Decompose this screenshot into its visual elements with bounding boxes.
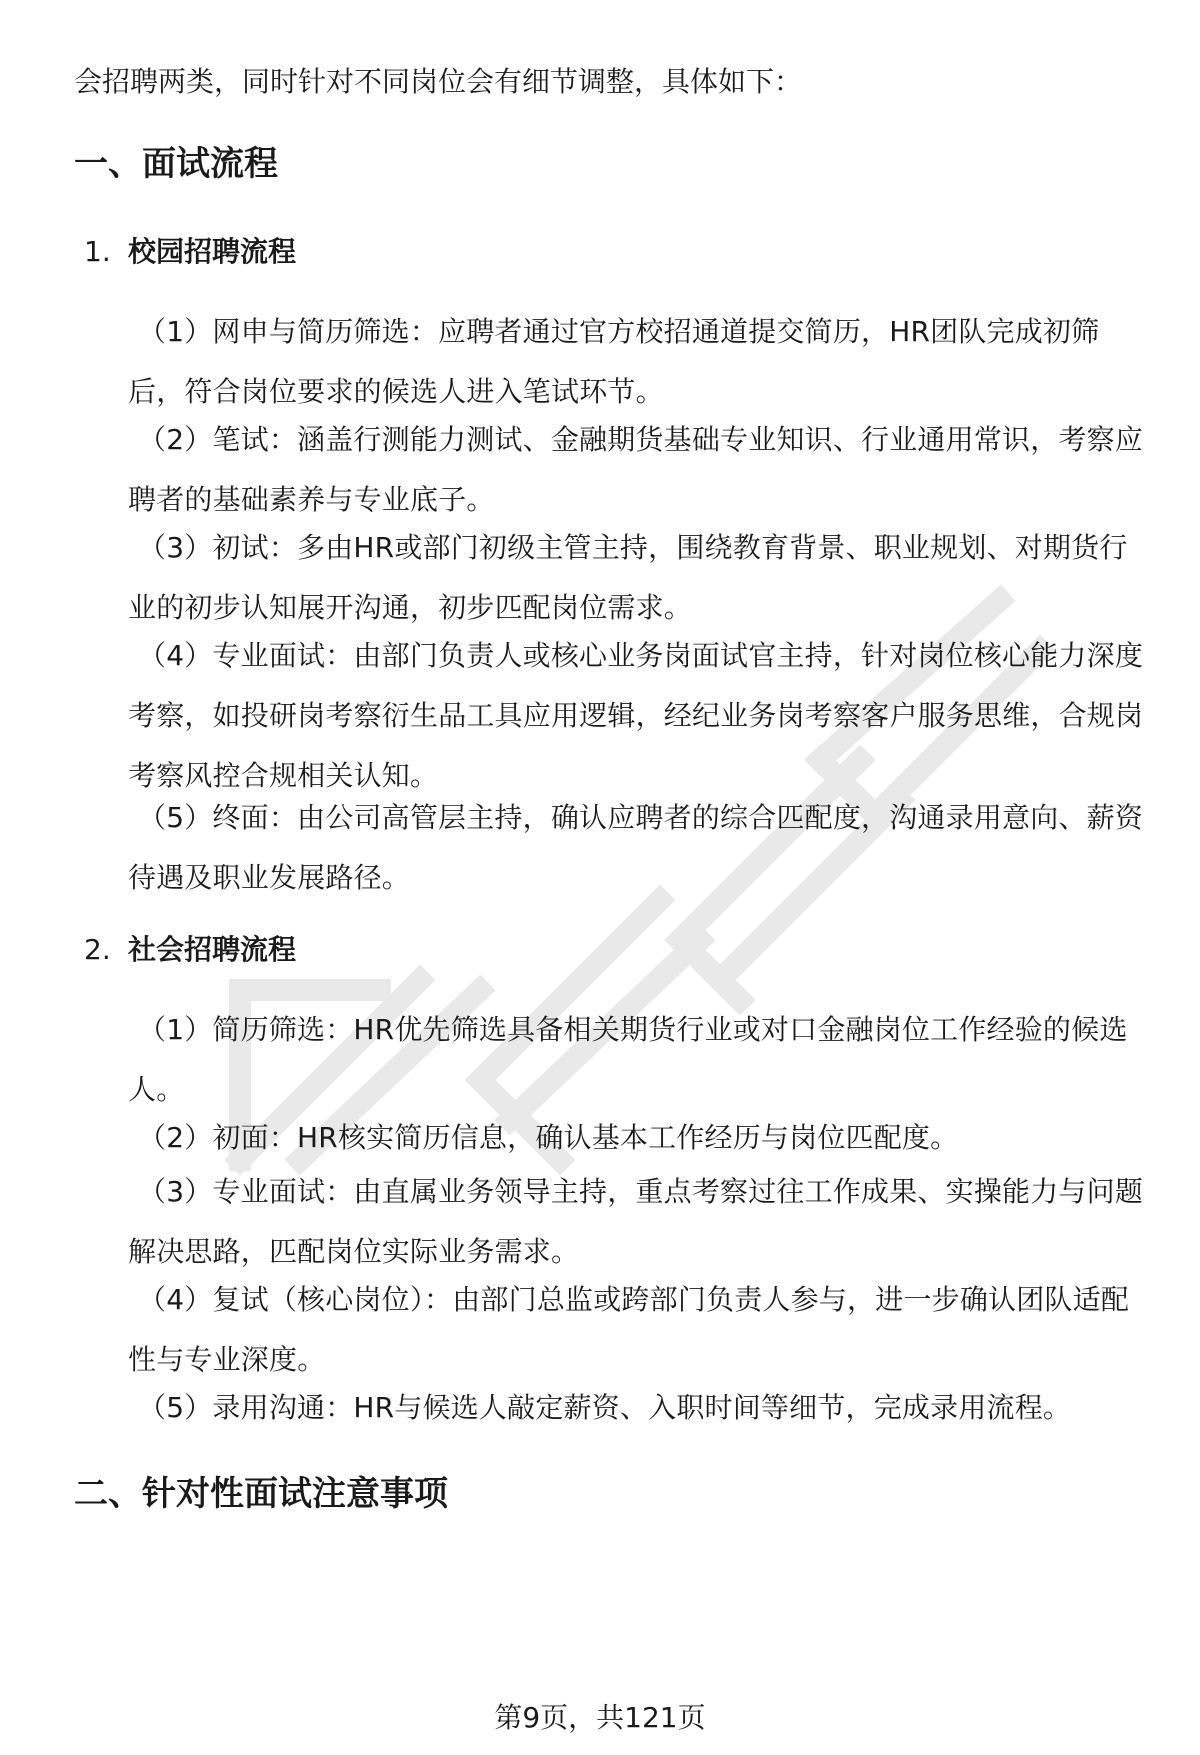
subheading-campus-recruitment	[84, 232, 296, 272]
section-heading-interview-process: 一、面试流程	[74, 144, 278, 184]
subheading-number: 2.	[84, 933, 111, 966]
subheading-title: 校园招聘流程	[128, 235, 297, 268]
social-step-5: （5）录用沟通：HR与候选人敲定薪资、入职时间等细节，完成录用流程。	[138, 1391, 1072, 1424]
social-step-4: （4）复试（核心岗位）：由部门总监或跨部门负责人参与，进一步确认团队适配性与专业深度。	[128, 1283, 1130, 1376]
social-step-1: （1）简历筛选：HR优先筛选具备相关期货行业或对口金融岗位工作经验的候选人。	[128, 1013, 1128, 1106]
intro-paragraph: 会招聘两类，同时针对不同岗位会有细节调整，具体如下：	[74, 65, 803, 98]
subheading-title: 社会招聘流程	[128, 933, 297, 966]
social-step-3: （3）专业面试：由直属业务领导主持，重点考察过往工作成果、实操能力与问题解决思路，匹配岗位实际业务需求。	[128, 1175, 1144, 1268]
campus-step-3: （3）初试：多由HR或部门初级主管主持，围绕教育背景、职业规划、对期货行业的初步认知展开沟通，初步匹配岗位需求。	[128, 531, 1128, 624]
campus-step-4: （4）专业面试：由部门负责人或核心业务岗面试官主持，针对岗位核心能力深度考察，如投研岗考察衍生品工具应用逻辑，经纪业务岗考察客户服务思维，合规岗考察风控合规相关认知。	[128, 639, 1144, 792]
social-step-2: （2）初面：HR核实简历信息，确认基本工作经历与岗位匹配度。	[138, 1121, 959, 1154]
section-heading-interview-notes: 二、针对性面试注意事项	[74, 1474, 448, 1514]
campus-step-1: （1）网申与简历筛选：应聘者通过官方校招通道提交简历，HR团队完成初筛后，符合岗位要求的候选人进入笔试环节。	[128, 315, 1100, 408]
campus-step-2: （2）笔试：涵盖行测能力测试、金融期货基础专业知识、行业通用常识，考察应聘者的基础素养与专业底子。	[128, 423, 1144, 516]
page-number-footer: 第9页，共121页	[494, 1701, 706, 1734]
subheading-social-recruitment	[84, 930, 296, 970]
subheading-number: 1.	[84, 235, 111, 268]
campus-step-5: （5）终面：由公司高管层主持，确认应聘者的综合匹配度，沟通录用意向、薪资待遇及职业发展路径。	[128, 801, 1144, 894]
